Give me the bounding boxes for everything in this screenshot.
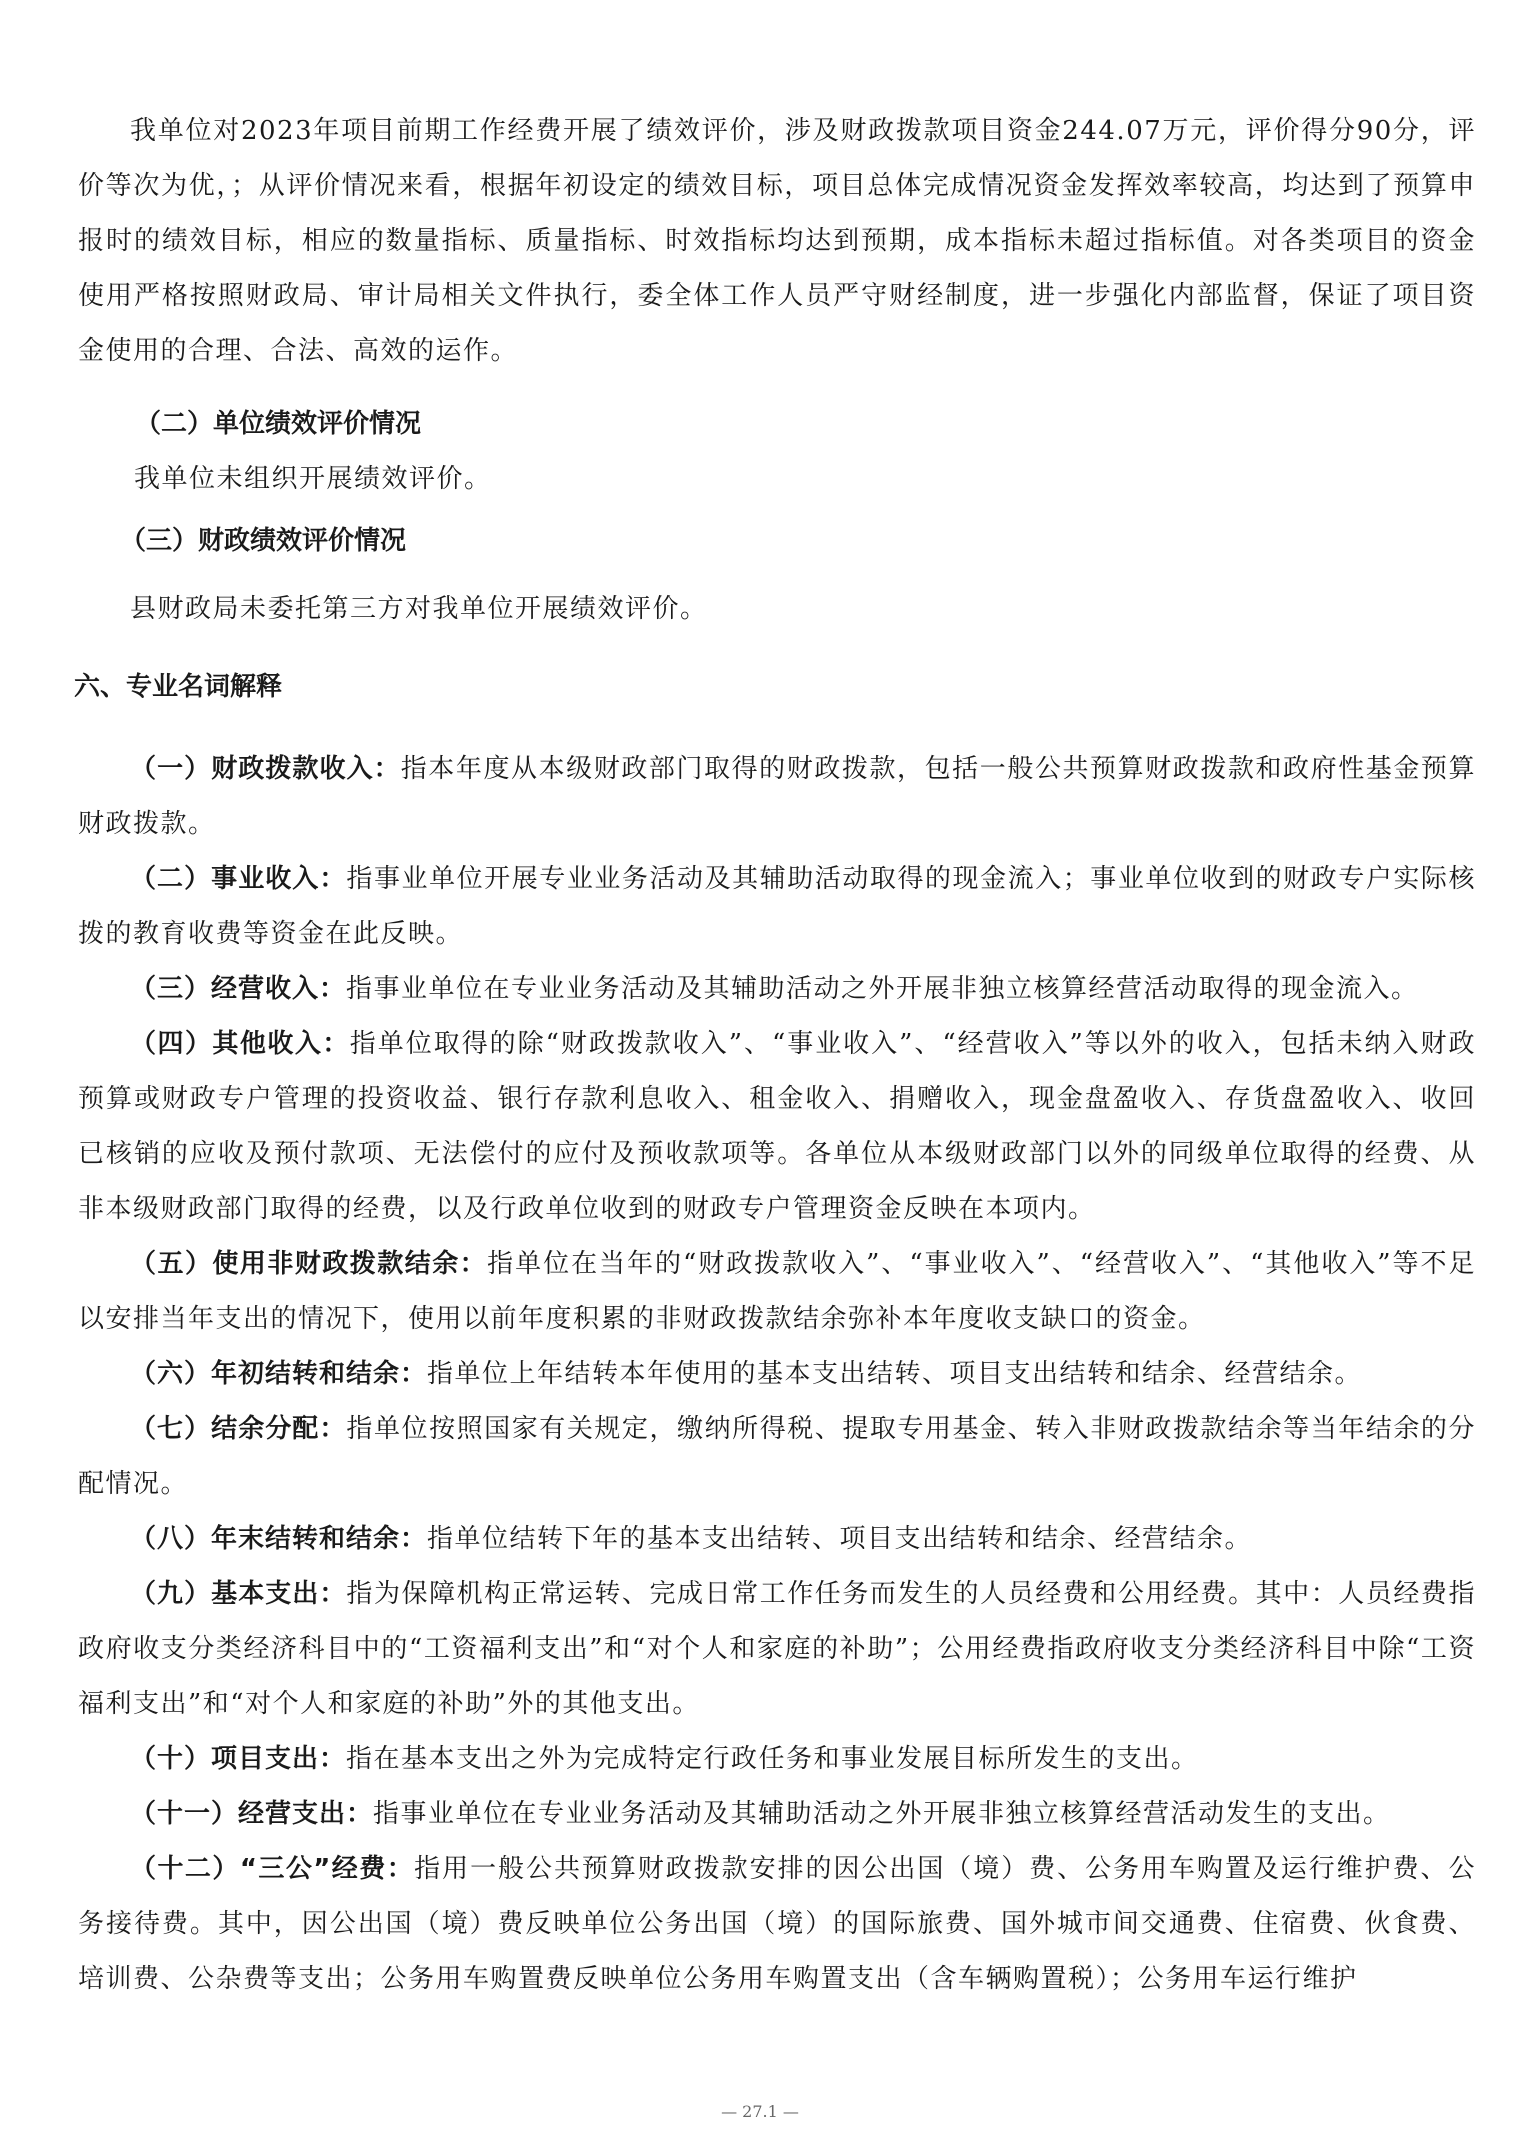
term-name: （七）结余分配： — [130, 1414, 347, 1444]
term-item — [78, 1567, 1476, 1732]
term-description: 指事业单位开展专业业务活动及其辅助活动取得的现金流入；事业单位收到的财政专户实际核拨的教育收费等资金在此反映。 — [78, 864, 1476, 949]
term-item — [78, 1732, 1476, 1787]
term-description: 指单位上年结转本年使用的基本支出结转、项目支出结转和结余、经营结余。 — [427, 1359, 1363, 1389]
term-item — [78, 742, 1476, 852]
term-item — [78, 962, 1476, 1017]
term-description: 指用一般公共预算财政拨款安排的因公出国（境）费、公务用车购置及运行维护费、公务接待费。其中，因公出国（境）费反映单位公务出国（境）的国际旅费、国外城市间交通费、住宿费、伙食费、培训费、公杂费等支出；公务用车购置费反映单位公务用车购置支出（含车辆购置税）；公务用车运行维护 — [78, 1854, 1476, 1994]
term-description: 指本年度从本级财政部门取得的财政拨款，包括一般公共预算财政拨款和政府性基金预算财政拨款。 — [78, 754, 1476, 839]
term-item — [78, 1347, 1476, 1402]
term-item — [78, 1402, 1476, 1512]
term-description: 指单位结转下年的基本支出结转、项目支出结转和结余、经营结余。 — [427, 1524, 1253, 1554]
term-name: （八）年末结转和结余： — [130, 1524, 428, 1554]
term-name: （九）基本支出： — [130, 1579, 347, 1609]
page-number: — 27.1 — — [721, 2102, 799, 2121]
term-description: 指单位按照国家有关规定，缴纳所得税、提取专用基金、转入非财政拨款结余等当年结余的分配情况。 — [78, 1414, 1476, 1499]
term-item — [78, 852, 1476, 962]
term-name: （五）使用非财政拨款结余： — [130, 1249, 488, 1279]
term-description: 指事业单位在专业业务活动及其辅助活动之外开展非独立核算经营活动发生的支出。 — [373, 1799, 1391, 1829]
term-name: （二）事业收入： — [130, 864, 347, 894]
term-description: 指在基本支出之外为完成特定行政任务和事业发展目标所发生的支出。 — [346, 1744, 1199, 1774]
unit-evaluation-text: 我单位未组织开展绩效评价。 — [134, 464, 492, 494]
term-item — [78, 1787, 1476, 1842]
term-name: （四）其他收入： — [130, 1029, 350, 1059]
term-description: 指为保障机构正常运转、完成日常工作任务而发生的人员经费和公用经费。其中：人员经费指政府收支分类经济科目中的“工资福利支出”和“对个人和家庭的补助”；公用经费指政府收支分类经济科目中除“工资福利支出”和“对个人和家庭的补助”外的其他支出。 — [78, 1579, 1476, 1719]
subsection-finance-evaluation-heading: （三）财政绩效评价情况 — [120, 526, 407, 556]
term-item — [78, 1512, 1476, 1567]
term-name: （一）财政拨款收入： — [130, 754, 401, 784]
term-name: （六）年初结转和结余： — [130, 1359, 428, 1389]
term-name: （十）项目支出： — [130, 1744, 347, 1774]
term-description: 指单位在当年的“财政拨款收入”、“事业收入”、“经营收入”、“其他收入”等不足以安排当年支出的情况下，使用以前年度积累的非财政拨款结余弥补本年度收支缺口的资金。 — [78, 1249, 1476, 1334]
term-name: （十二）“三公”经费： — [130, 1854, 415, 1884]
term-item — [78, 1017, 1476, 1237]
term-item — [78, 1842, 1476, 2007]
term-description: 指事业单位在专业业务活动及其辅助活动之外开展非独立核算经营活动取得的现金流入。 — [346, 974, 1419, 1004]
term-name: （十一）经营支出： — [130, 1799, 374, 1829]
term-name: （三）经营收入： — [130, 974, 347, 1004]
term-item — [78, 1237, 1476, 1347]
subsection-unit-evaluation-heading: （二）单位绩效评价情况 — [135, 409, 422, 439]
finance-evaluation-text: 县财政局未委托第三方对我单位开展绩效评价。 — [130, 594, 708, 624]
section-terms-heading: 六、专业名词解释 — [74, 672, 283, 702]
performance-evaluation-paragraph: 我单位对2023年项目前期工作经费开展了绩效评价，涉及财政拨款项目资金244.07万元，评价得分90分，评价等次为优，；从评价情况来看，根据年初设定的绩效目标，项目总体完成情况资金发挥效率较高，均达到了预算申报时的绩效目标，相应的数量指标、质量指标、时效指标均达到预期，成本指标未超过指标值。对各类项目的资金使用严格按照财政局、审计局相关文件执行，委全体工作人员严守财经制度，进一步强化内部监督，保证了项目资金使用的合理、合法、高效的运作。 — [78, 116, 1476, 366]
term-description: 指单位取得的除“财政拨款收入”、“事业收入”、“经营收入”等以外的收入，包括未纳入财政预算或财政专户管理的投资收益、银行存款利息收入、租金收入、捐赠收入，现金盘盈收入、存货盘盈收入、收回已核销的应收及预付款项、无法偿付的应付及预收款项等。各单位从本级财政部门以外的同级单位取得的经费、从非本级财政部门取得的经费，以及行政单位收到的财政专户管理资金反映在本项内。 — [78, 1029, 1476, 1224]
